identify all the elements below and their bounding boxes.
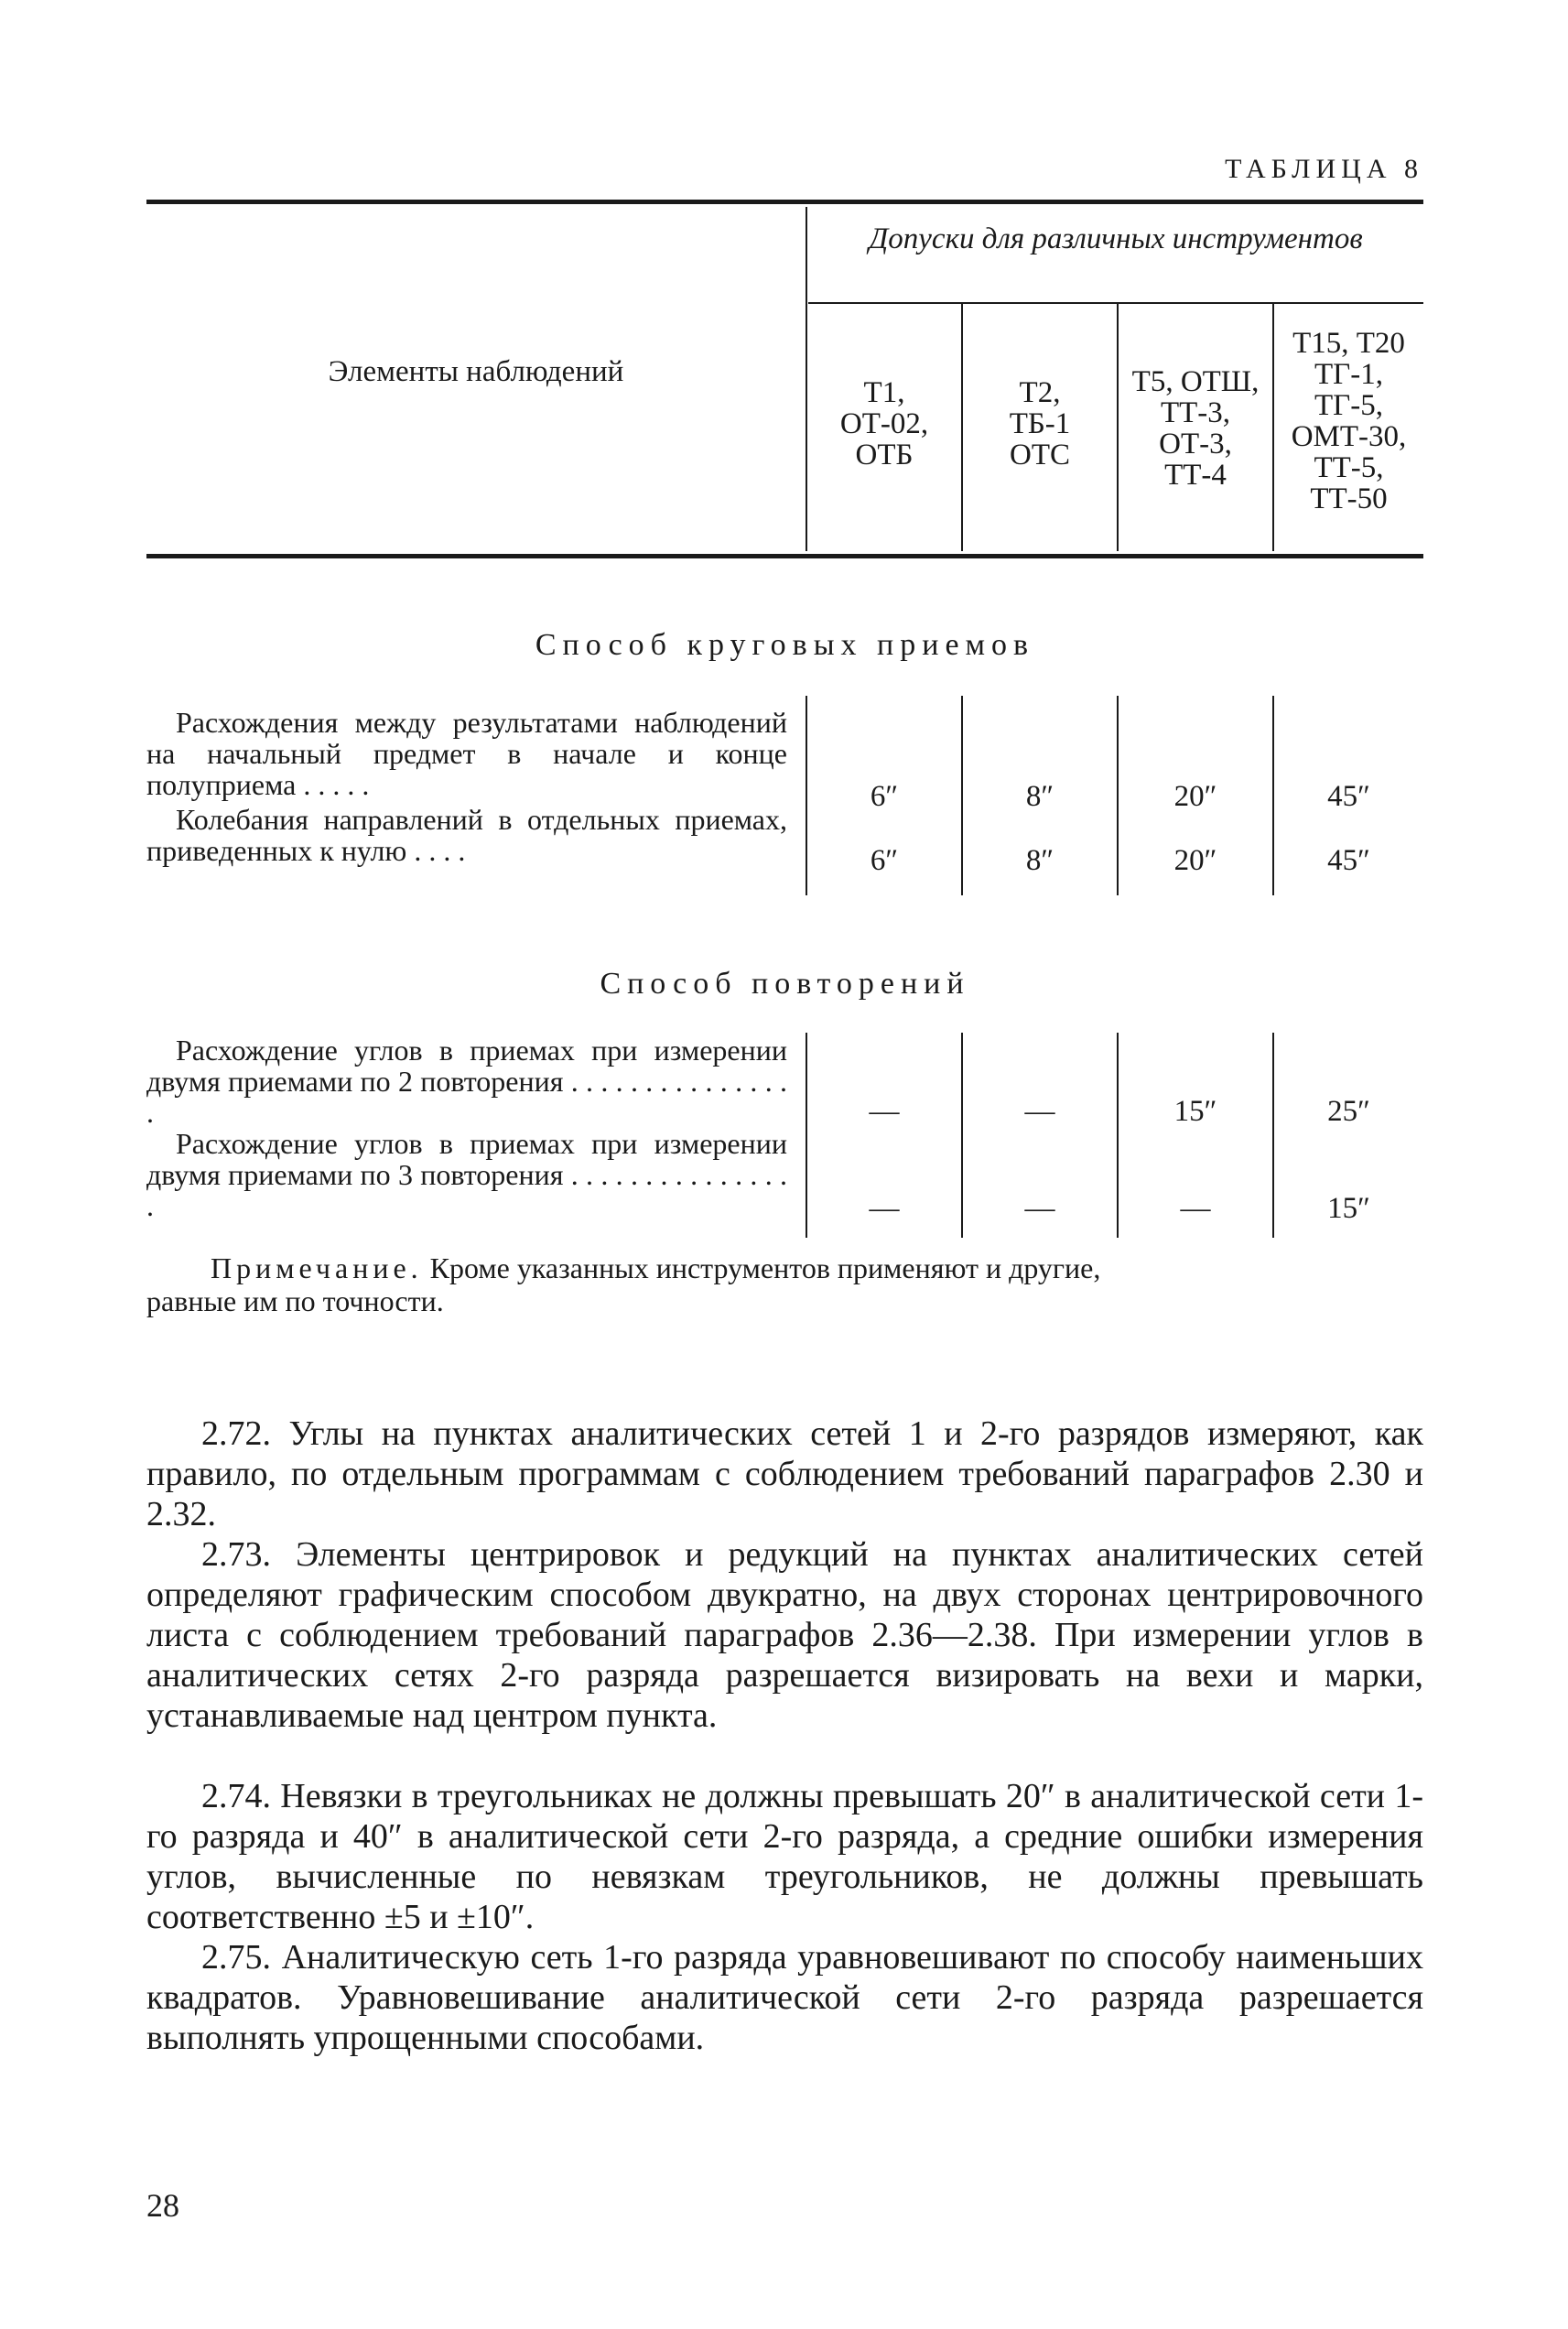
row-text: Расхождения между результатами наблюдений на начальный предмет в начале и конце полуприема . . . . . xyxy=(146,706,787,801)
table-row-label xyxy=(146,707,787,800)
instrument-label: ОМТ-30, xyxy=(1291,420,1407,453)
instrument-label: Т5, ОТШ, xyxy=(1131,365,1260,398)
table-cell: 20″ xyxy=(1173,780,1217,813)
paragraph-2-75 xyxy=(146,1937,1423,2058)
section-title: Способ круговых приемов xyxy=(535,628,1035,662)
instrument-label: ТГ-5, xyxy=(1314,389,1383,422)
table-cell: — xyxy=(869,1095,900,1128)
table-cell: 15″ xyxy=(1173,1095,1217,1128)
table-cell: — xyxy=(1024,1192,1055,1225)
instrument-label: ТБ-1 xyxy=(1009,407,1071,440)
header-tolerances: Допуски для различных инструментов xyxy=(869,222,1363,255)
table-cell: 15″ xyxy=(1327,1192,1370,1225)
instrument-group-1 xyxy=(807,377,961,471)
instrument-label: ТГ-1, xyxy=(1314,358,1383,391)
instrument-group-4 xyxy=(1274,328,1423,515)
instrument-label: Т1, xyxy=(863,376,905,409)
instrument-label: ОТС xyxy=(1010,439,1070,471)
instrument-label: Т15, Т20 xyxy=(1292,327,1405,360)
table-caption: ТАБЛИЦА 8 xyxy=(1225,154,1423,184)
table-top-rule xyxy=(146,200,1423,204)
page-number: 28 xyxy=(146,2187,179,2224)
document-page xyxy=(146,0,1423,2329)
table-cell: 6″ xyxy=(870,780,899,813)
instrument-label: ОТ-3, xyxy=(1159,428,1232,460)
instrument-label: ТТ-50 xyxy=(1310,482,1388,515)
table-row-label xyxy=(146,1128,787,1221)
instrument-label: ОТБ xyxy=(855,439,914,471)
instrument-label: ТТ-4 xyxy=(1164,459,1227,492)
table-row-label xyxy=(146,804,787,866)
paragraph-2-74 xyxy=(146,1776,1423,1937)
paragraph-text: 2.74. Невязки в треугольниках не должны превышать 20″ в аналитической сети 1-го разряда и 40″ в аналитической сети 2-го разряда, а средние ошибки измерения углов, вычисленные по невязкам треугольников, не должны превышать соответственно ±5 и ±10″. xyxy=(146,1777,1423,1936)
paragraph-2-72 xyxy=(146,1414,1423,1534)
note-label: Примечание. xyxy=(211,1251,423,1284)
note-text: Кроме указанных инструментов применяют и другие, xyxy=(429,1251,1101,1284)
row-text: Расхождение углов в приемах при измерении двумя приемами по 2 повторения . . . . . . . . . . . . . . . . xyxy=(146,1034,787,1129)
instrument-group-2 xyxy=(963,377,1117,471)
paragraph-text: 2.75. Аналитическую сеть 1-го разряда уравновешивают по способу наименьших квадратов. Уравновешивание аналитической сети 2-го разряда разрешается выполнять упрощенными способами. xyxy=(146,1938,1423,2057)
table-cell: — xyxy=(869,1192,900,1225)
table-cell: 45″ xyxy=(1327,844,1370,877)
row-text: Расхождение углов в приемах при измерении двумя приемами по 3 повторения . . . . . . . . . . . . . . . . xyxy=(146,1127,787,1222)
paragraph-text: 2.73. Элементы центрировок и редукций на пунктах аналитических сетей определяют графическим способом двукратно, на двух сторонах центрировочного листа с соблюдением требований параграфов 2.36—2.38. При измерении углов в аналитических сетях 2-го разряда разрешается визировать на вехи и марки, устанавливаемые над центром пункта. xyxy=(146,1535,1423,1735)
table-cell: 20″ xyxy=(1173,844,1217,877)
paragraph-2-73 xyxy=(146,1534,1423,1736)
instrument-label: Т2, xyxy=(1019,376,1061,409)
table-row-label xyxy=(146,1035,787,1128)
table-header-rule xyxy=(146,554,1423,558)
table-cell: 45″ xyxy=(1327,780,1370,813)
paragraph-text: 2.72. Углы на пунктах аналитических сетей 1 и 2-го разрядов измеряют, как правило, по отдельным программам с соблюдением требований параграфов 2.30 и 2.32. xyxy=(146,1414,1423,1533)
table-cell: 8″ xyxy=(1025,844,1054,877)
note-text-continued: равные им по точности. xyxy=(146,1284,444,1317)
table-note xyxy=(146,1251,1423,1317)
row-text: Колебания направлений в отдельных приемах, приведенных к нулю . . . . xyxy=(146,803,787,867)
table-cell: — xyxy=(1024,1095,1055,1128)
instrument-label: ОТ-02, xyxy=(839,407,929,440)
table-cell: 25″ xyxy=(1327,1095,1370,1128)
table-cell: — xyxy=(1180,1192,1211,1225)
table-cell: 8″ xyxy=(1025,780,1054,813)
table-cell: 6″ xyxy=(870,844,899,877)
header-elements: Элементы наблюдений xyxy=(328,355,624,388)
instrument-label: ТТ-3, xyxy=(1160,396,1231,429)
header-subrule xyxy=(808,302,1423,304)
section-title: Способ повторений xyxy=(600,967,970,1001)
instrument-label: ТТ-5, xyxy=(1314,451,1384,484)
instrument-group-3 xyxy=(1119,366,1272,491)
